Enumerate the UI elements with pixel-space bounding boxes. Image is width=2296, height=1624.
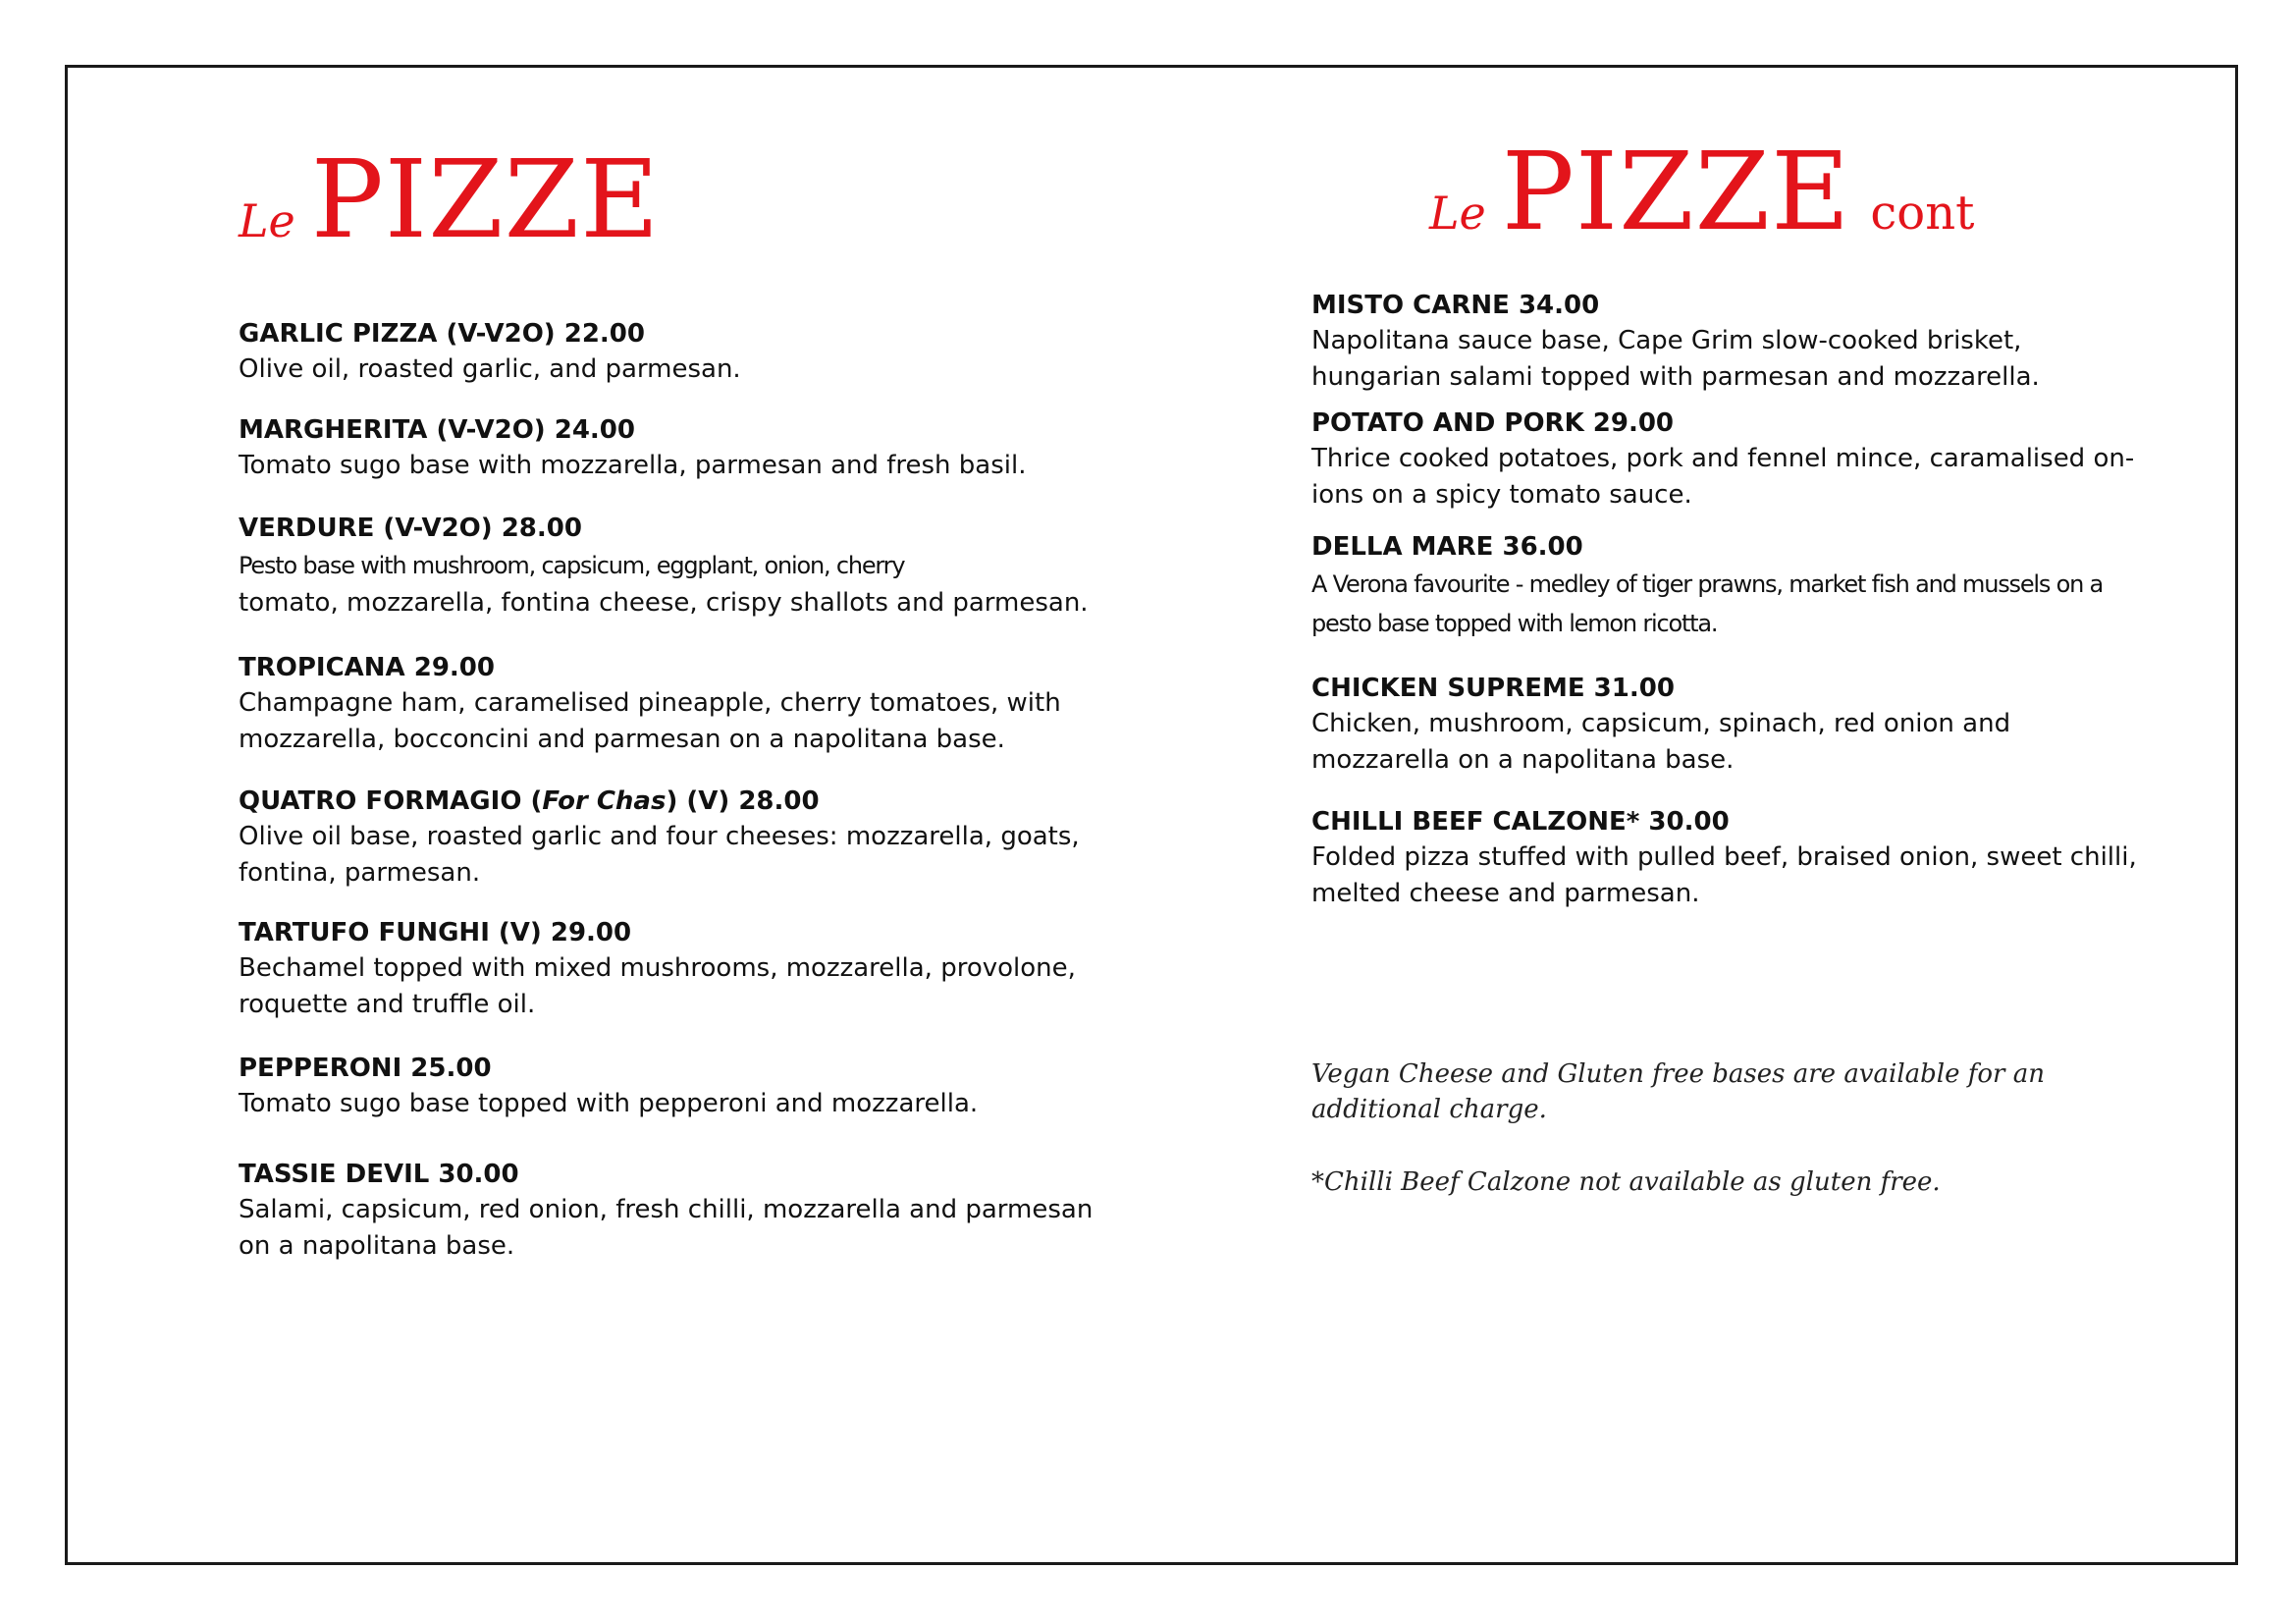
page-title-left xyxy=(239,136,661,262)
item-name: MISTO CARNE 34.00 xyxy=(1311,291,1600,320)
menu-item-margherita xyxy=(239,412,1102,484)
item-name: TASSIE DEVIL 30.00 xyxy=(239,1160,519,1189)
page-title-right xyxy=(1429,129,1975,254)
item-name: CHICKEN SUPREME 31.00 xyxy=(1311,674,1675,703)
item-name xyxy=(239,784,1102,819)
item-name: GARLIC PIZZA (V-V2O) 22.00 xyxy=(239,319,645,349)
title-pizze: PIZZE xyxy=(310,136,661,262)
item-name: TROPICANA 29.00 xyxy=(239,653,495,682)
item-name: DELLA MARE 36.00 xyxy=(1311,532,1583,562)
item-name-italic: For Chas xyxy=(542,786,667,816)
item-description: Napolitana sauce base, Cape Grim slow-cooked brisket, hungarian salami topped with parmesan and mozzarella. xyxy=(1311,326,2040,392)
menu-item-tartufo-funghi xyxy=(239,915,1102,1023)
title-le-cont: Le xyxy=(1429,187,1486,240)
item-name-part: ) (V) 28.00 xyxy=(666,786,820,816)
title-pizze-cont: PIZZE xyxy=(1501,129,1851,254)
menu-item-tropicana xyxy=(239,650,1102,758)
menu-item-misto-carne xyxy=(1311,288,2156,396)
menu-item-quatro-formagio xyxy=(239,784,1102,892)
item-description: Olive oil, roasted garlic, and parmesan. xyxy=(239,354,741,384)
menu-item-garlic-pizza xyxy=(239,316,1102,388)
item-name: PEPPERONI 25.00 xyxy=(239,1054,492,1083)
item-description-line-2: tomato, mozzarella, fontina cheese, crispy shallots and parmesan. xyxy=(239,588,1089,618)
item-description-line-2: pesto base topped with lemon ricotta. xyxy=(1311,610,1718,637)
menu-item-tassie-devil xyxy=(239,1157,1102,1265)
menu-item-potato-and-pork xyxy=(1311,406,2156,514)
item-description: Folded pizza stuffed with pulled beef, braised onion, sweet chilli, melted cheese and parmesan. xyxy=(1311,842,2137,908)
item-description: Champagne ham, caramelised pineapple, cherry tomatoes, with mozzarella, bocconcini and parmesan on a napolitana base. xyxy=(239,688,1061,754)
item-description: Thrice cooked potatoes, pork and fennel mince, caramalised on-ions on a spicy tomato sauce. xyxy=(1311,444,2135,510)
item-description-line-1: A Verona favourite - medley of tiger prawns, market fish and mussels on a xyxy=(1311,570,2104,598)
menu-item-della-mare xyxy=(1311,529,2156,643)
item-description: Tomato sugo base with mozzarella, parmesan and fresh basil. xyxy=(239,451,1027,480)
item-name: TARTUFO FUNGHI (V) 29.00 xyxy=(239,918,632,947)
item-description: Tomato sugo base topped with pepperoni and mozzarella. xyxy=(239,1089,979,1118)
menu-item-pepperoni xyxy=(239,1051,1102,1122)
item-name: MARGHERITA (V-V2O) 24.00 xyxy=(239,415,635,445)
item-name: POTATO AND PORK 29.00 xyxy=(1311,408,1675,438)
calzone-gluten-note: *Chilli Beef Calzone not available as gluten free. xyxy=(1311,1167,1941,1197)
item-description-line-1: Pesto base with mushroom, capsicum, eggplant, onion, cherry xyxy=(239,552,905,579)
item-name-part: QUATRO FORMAGIO ( xyxy=(239,786,543,816)
item-name: CHILLI BEEF CALZONE* 30.00 xyxy=(1311,807,1730,837)
vegan-gluten-free-note: Vegan Cheese and Gluten free bases are available for an additional charge. xyxy=(1311,1059,2045,1124)
menu-item-verdure xyxy=(239,511,1102,622)
item-description: Bechamel topped with mixed mushrooms, mozzarella, provolone, roquette and truffle oil. xyxy=(239,953,1076,1019)
title-le: Le xyxy=(239,194,295,247)
menu-item-chicken-supreme xyxy=(1311,671,2156,779)
item-description: Olive oil base, roasted garlic and four cheeses: mozzarella, goats, fontina, parmesan. xyxy=(239,822,1080,888)
item-description: Salami, capsicum, red onion, fresh chilli, mozzarella and parmesan on a napolitana base. xyxy=(239,1195,1094,1261)
title-cont-suffix: cont xyxy=(1870,186,1975,241)
menu-item-chilli-beef-calzone xyxy=(1311,804,2156,912)
item-description: Chicken, mushroom, capsicum, spinach, red onion and mozzarella on a napolitana base. xyxy=(1311,709,2011,775)
item-name: VERDURE (V-V2O) 28.00 xyxy=(239,514,582,543)
